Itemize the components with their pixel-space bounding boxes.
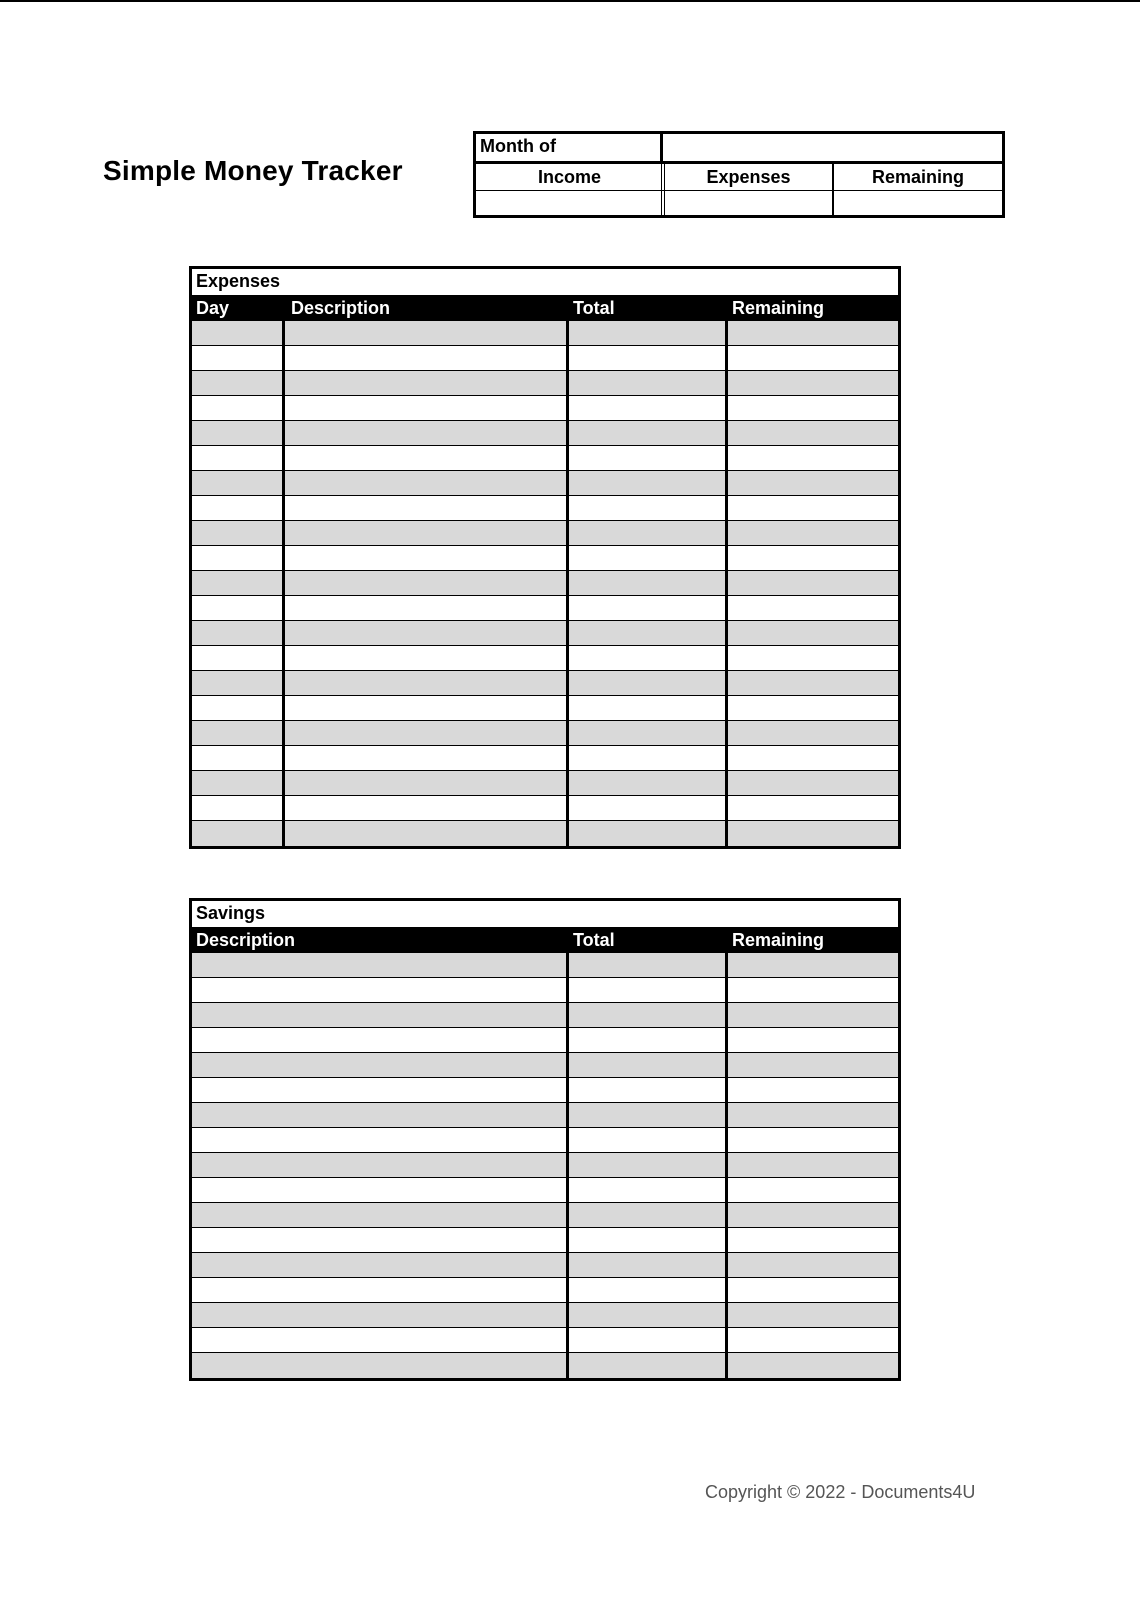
- remaining-cell[interactable]: [726, 496, 898, 520]
- total-cell[interactable]: [567, 571, 726, 595]
- remaining-cell[interactable]: [726, 1028, 898, 1052]
- table-row: [192, 671, 898, 696]
- copyright-notice: Copyright © 2022 - Documents4U: [705, 1482, 976, 1502]
- day-cell[interactable]: [192, 321, 283, 345]
- table-row: [192, 396, 898, 421]
- description-cell[interactable]: [283, 521, 567, 545]
- description-cell[interactable]: [283, 596, 567, 620]
- day-cell[interactable]: [192, 471, 283, 495]
- total-cell[interactable]: [567, 446, 726, 470]
- table-row: [192, 1103, 898, 1128]
- remaining-cell[interactable]: [726, 1153, 898, 1177]
- month-field[interactable]: [663, 134, 1002, 162]
- income-header: Income: [537, 167, 602, 187]
- day-cell[interactable]: [192, 346, 283, 370]
- remaining-cell[interactable]: [726, 546, 898, 570]
- description-cell[interactable]: [283, 821, 567, 846]
- description-cell[interactable]: [283, 471, 567, 495]
- description-cell[interactable]: [192, 1303, 567, 1327]
- total-cell[interactable]: [567, 1353, 726, 1378]
- savings-table: [189, 898, 901, 1381]
- total-cell[interactable]: [567, 1278, 726, 1302]
- table-row: [192, 821, 898, 846]
- description-cell[interactable]: [283, 696, 567, 720]
- remaining-cell[interactable]: [726, 1278, 898, 1302]
- day-cell[interactable]: [192, 621, 283, 645]
- savings-caption: Savings: [192, 901, 898, 928]
- remaining-cell[interactable]: [726, 571, 898, 595]
- description-cell[interactable]: [283, 796, 567, 820]
- remaining-cell[interactable]: [726, 796, 898, 820]
- summary-box: [473, 131, 1005, 218]
- description-cell[interactable]: [192, 978, 567, 1002]
- total-cell[interactable]: [567, 1203, 726, 1227]
- expenses-field[interactable]: [663, 191, 834, 215]
- total-cell[interactable]: [567, 1328, 726, 1352]
- table-row: [192, 721, 898, 746]
- total-cell[interactable]: [567, 771, 726, 795]
- remaining-cell[interactable]: [726, 421, 898, 445]
- total-cell[interactable]: [567, 1228, 726, 1252]
- day-cell[interactable]: [192, 571, 283, 595]
- total-cell[interactable]: [567, 1253, 726, 1277]
- total-cell[interactable]: [567, 396, 726, 420]
- remaining-cell[interactable]: [726, 1128, 898, 1152]
- description-cell[interactable]: [283, 621, 567, 645]
- total-cell[interactable]: [567, 546, 726, 570]
- total-cell[interactable]: [567, 1078, 726, 1102]
- remaining-cell[interactable]: [726, 1053, 898, 1077]
- expenses-header: Expenses: [706, 167, 791, 187]
- column-divider: [725, 321, 728, 846]
- total-cell[interactable]: [567, 1303, 726, 1327]
- remaining-cell[interactable]: [726, 1003, 898, 1027]
- remaining-cell[interactable]: [726, 953, 898, 977]
- remaining-cell[interactable]: [726, 1203, 898, 1227]
- total-cell[interactable]: [567, 746, 726, 770]
- description-cell[interactable]: [192, 1103, 567, 1127]
- total-cell[interactable]: [567, 596, 726, 620]
- expenses-table: [189, 266, 901, 849]
- remaining-cell[interactable]: [726, 721, 898, 745]
- day-cell[interactable]: [192, 396, 283, 420]
- total-cell[interactable]: [567, 346, 726, 370]
- total-cell[interactable]: [567, 421, 726, 445]
- total-cell[interactable]: [567, 1153, 726, 1177]
- description-cell[interactable]: [283, 396, 567, 420]
- table-row: [192, 646, 898, 671]
- description-cell[interactable]: [192, 1253, 567, 1277]
- description-cell[interactable]: [192, 1053, 567, 1077]
- total-cell[interactable]: [567, 621, 726, 645]
- day-cell[interactable]: [192, 721, 283, 745]
- table-row: [192, 1053, 898, 1078]
- day-cell[interactable]: [192, 746, 283, 770]
- total-cell[interactable]: [567, 978, 726, 1002]
- income-field[interactable]: [476, 191, 663, 215]
- total-cell[interactable]: [567, 1128, 726, 1152]
- summary-column-divider: [661, 164, 665, 215]
- description-cell[interactable]: [283, 371, 567, 395]
- day-cell[interactable]: [192, 421, 283, 445]
- total-cell[interactable]: [567, 953, 726, 977]
- table-row: [192, 471, 898, 496]
- remaining-cell[interactable]: [726, 596, 898, 620]
- column-header-description: Description: [196, 930, 296, 950]
- day-cell[interactable]: [192, 821, 283, 846]
- remaining-header: Remaining: [871, 167, 964, 187]
- table-row: [192, 696, 898, 721]
- remaining-cell[interactable]: [726, 1253, 898, 1277]
- expenses-rows: [192, 321, 898, 846]
- column-header-remaining: Remaining: [732, 930, 825, 950]
- column-divider: [282, 321, 285, 846]
- total-cell[interactable]: [567, 796, 726, 820]
- description-cell[interactable]: [192, 1128, 567, 1152]
- day-cell[interactable]: [192, 646, 283, 670]
- remaining-cell[interactable]: [726, 1303, 898, 1327]
- table-row: [192, 1078, 898, 1103]
- description-cell[interactable]: [192, 953, 567, 977]
- column-header-total: Total: [573, 298, 615, 318]
- table-row: [192, 546, 898, 571]
- remaining-cell[interactable]: [726, 1328, 898, 1352]
- remaining-cell[interactable]: [726, 696, 898, 720]
- table-row: [192, 1128, 898, 1153]
- day-cell[interactable]: [192, 371, 283, 395]
- column-header-description: Description: [291, 298, 391, 318]
- table-row: [192, 953, 898, 978]
- table-row: [192, 796, 898, 821]
- total-cell[interactable]: [567, 1003, 726, 1027]
- day-cell[interactable]: [192, 796, 283, 820]
- remaining-cell[interactable]: [726, 978, 898, 1002]
- table-row: [192, 496, 898, 521]
- description-cell[interactable]: [192, 1178, 567, 1202]
- remaining-cell[interactable]: [726, 446, 898, 470]
- total-cell[interactable]: [567, 521, 726, 545]
- table-row: [192, 1153, 898, 1178]
- total-cell[interactable]: [567, 646, 726, 670]
- expenses-header-row: [192, 296, 898, 321]
- description-cell[interactable]: [192, 1028, 567, 1052]
- table-row: [192, 521, 898, 546]
- remaining-cell[interactable]: [726, 521, 898, 545]
- total-cell[interactable]: [567, 471, 726, 495]
- remaining-cell[interactable]: [726, 471, 898, 495]
- day-cell[interactable]: [192, 671, 283, 695]
- column-header-remaining: Remaining: [732, 298, 825, 318]
- expenses-caption: Expenses: [192, 269, 898, 296]
- table-row: [192, 978, 898, 1003]
- total-cell[interactable]: [567, 321, 726, 345]
- description-cell[interactable]: [192, 1153, 567, 1177]
- total-cell[interactable]: [567, 696, 726, 720]
- total-cell[interactable]: [567, 1028, 726, 1052]
- column-header-day: Day: [196, 298, 230, 318]
- description-cell[interactable]: [192, 1278, 567, 1302]
- description-cell[interactable]: [192, 1353, 567, 1378]
- day-cell[interactable]: [192, 446, 283, 470]
- description-cell[interactable]: [192, 1003, 567, 1027]
- total-cell[interactable]: [567, 721, 726, 745]
- description-cell[interactable]: [192, 1203, 567, 1227]
- column-header-total: Total: [573, 930, 615, 950]
- remaining-cell[interactable]: [726, 1178, 898, 1202]
- description-cell[interactable]: [283, 496, 567, 520]
- table-row: [192, 1228, 898, 1253]
- remaining-cell[interactable]: [726, 621, 898, 645]
- day-cell[interactable]: [192, 696, 283, 720]
- description-cell[interactable]: [192, 1078, 567, 1102]
- remaining-cell[interactable]: [726, 671, 898, 695]
- total-cell[interactable]: [567, 1053, 726, 1077]
- description-cell[interactable]: [283, 546, 567, 570]
- remaining-cell[interactable]: [726, 371, 898, 395]
- column-divider: [566, 321, 569, 846]
- description-cell[interactable]: [283, 446, 567, 470]
- remaining-cell[interactable]: [726, 771, 898, 795]
- description-cell[interactable]: [283, 346, 567, 370]
- table-row: [192, 571, 898, 596]
- remaining-cell[interactable]: [726, 1228, 898, 1252]
- table-row: [192, 1328, 898, 1353]
- table-row: [192, 346, 898, 371]
- table-row: [192, 621, 898, 646]
- table-row: [192, 1003, 898, 1028]
- month-label: Month of: [476, 134, 663, 162]
- savings-rows: [192, 953, 898, 1378]
- table-row: [192, 446, 898, 471]
- remaining-field[interactable]: [834, 191, 1002, 215]
- day-cell[interactable]: [192, 496, 283, 520]
- table-row: [192, 746, 898, 771]
- remaining-cell[interactable]: [726, 821, 898, 846]
- description-cell[interactable]: [283, 321, 567, 345]
- column-divider: [725, 953, 728, 1378]
- table-row: [192, 596, 898, 621]
- total-cell[interactable]: [567, 371, 726, 395]
- table-row: [192, 1028, 898, 1053]
- day-cell[interactable]: [192, 521, 283, 545]
- day-cell[interactable]: [192, 596, 283, 620]
- table-row: [192, 1278, 898, 1303]
- description-cell[interactable]: [283, 646, 567, 670]
- description-cell[interactable]: [283, 671, 567, 695]
- description-cell[interactable]: [192, 1228, 567, 1252]
- remaining-cell[interactable]: [726, 746, 898, 770]
- table-row: [192, 1253, 898, 1278]
- description-cell[interactable]: [283, 771, 567, 795]
- remaining-cell[interactable]: [726, 346, 898, 370]
- remaining-cell[interactable]: [726, 646, 898, 670]
- total-cell[interactable]: [567, 496, 726, 520]
- remaining-cell[interactable]: [726, 321, 898, 345]
- description-cell[interactable]: [283, 721, 567, 745]
- total-cell[interactable]: [567, 1178, 726, 1202]
- remaining-cell[interactable]: [726, 396, 898, 420]
- remaining-cell[interactable]: [726, 1078, 898, 1102]
- table-row: [192, 321, 898, 346]
- day-cell[interactable]: [192, 771, 283, 795]
- description-cell[interactable]: [283, 421, 567, 445]
- savings-header-row: [192, 928, 898, 953]
- remaining-cell[interactable]: [726, 1353, 898, 1378]
- table-row: [192, 1178, 898, 1203]
- total-cell[interactable]: [567, 1103, 726, 1127]
- description-cell[interactable]: [283, 571, 567, 595]
- summary-column-divider: [832, 164, 834, 215]
- description-cell[interactable]: [283, 746, 567, 770]
- table-row: [192, 421, 898, 446]
- day-cell[interactable]: [192, 546, 283, 570]
- top-rule: [0, 0, 1140, 2]
- description-cell[interactable]: [192, 1328, 567, 1352]
- total-cell[interactable]: [567, 671, 726, 695]
- table-row: [192, 371, 898, 396]
- column-divider: [566, 953, 569, 1378]
- table-row: [192, 1353, 898, 1378]
- page-title: Simple Money Tracker: [103, 155, 403, 186]
- table-row: [192, 771, 898, 796]
- total-cell[interactable]: [567, 821, 726, 846]
- table-row: [192, 1303, 898, 1328]
- table-row: [192, 1203, 898, 1228]
- remaining-cell[interactable]: [726, 1103, 898, 1127]
